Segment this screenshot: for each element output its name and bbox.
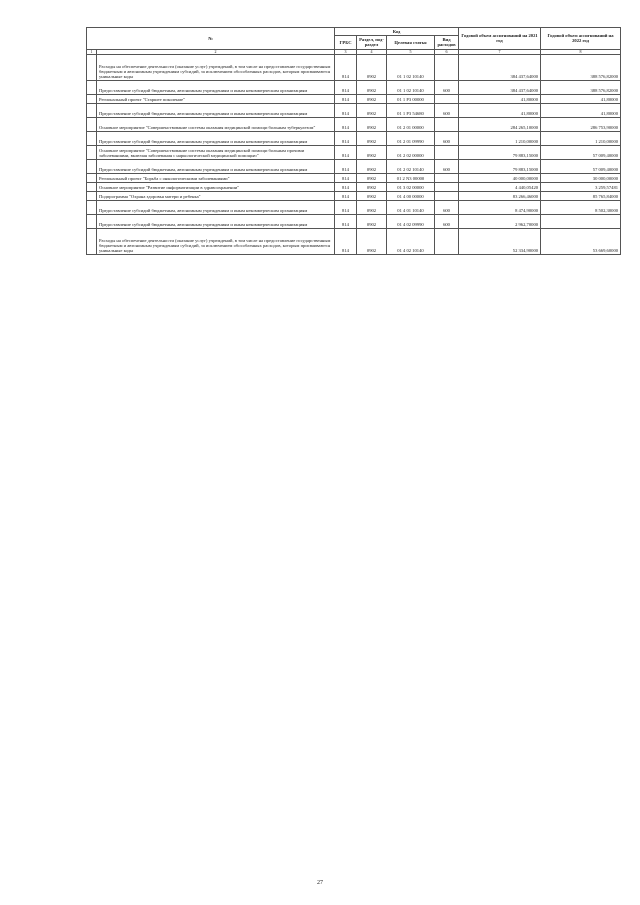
- row-target-cell: 01 1 P3 00000: [387, 95, 435, 104]
- row-name-cell: Основное мероприятие "Совершенствование системы оказания медицинской помощи больным туберкулезом": [97, 118, 335, 132]
- row-no-cell: [87, 81, 97, 95]
- row-exp-type-cell: 600: [435, 215, 459, 229]
- row-section-cell: 0902: [357, 229, 387, 255]
- row-target-cell: 01 4 00 00000: [387, 192, 435, 201]
- row-exp-type-cell: 600: [435, 132, 459, 146]
- row-grbs-cell: 814: [335, 81, 357, 95]
- row-no-cell: [87, 229, 97, 255]
- row-grbs-cell: 814: [335, 215, 357, 229]
- table-row: [87, 81, 621, 95]
- row-target-cell: 01 4 02 10140: [387, 229, 435, 255]
- row-grbs-cell: 814: [335, 174, 357, 183]
- row-amount-2021-cell: 40 000,00000: [459, 174, 541, 183]
- row-target-cell: 01 2 N3 00000: [387, 174, 435, 183]
- row-exp-type-cell: [435, 183, 459, 192]
- row-target-cell: 01 1 P3 54680: [387, 104, 435, 118]
- row-name-cell: Предоставление субсидий бюджетным, автономным учреждениям и иным некоммерческим организациям: [97, 160, 335, 174]
- index-cell: 1: [87, 49, 97, 55]
- row-amount-2022-cell: 388 576,82000: [541, 55, 621, 81]
- index-cell: 2: [97, 49, 335, 55]
- table-row: [87, 146, 621, 160]
- row-grbs-cell: 814: [335, 192, 357, 201]
- row-target-cell: 01 2 01 09990: [387, 132, 435, 146]
- header-year-2021: Годовой объем ассигнований на 2021 год: [459, 28, 541, 50]
- row-section-cell: 0902: [357, 95, 387, 104]
- row-amount-2021-cell: 52 334,90000: [459, 229, 541, 255]
- row-exp-type-cell: 600: [435, 104, 459, 118]
- header-section: Раздел, под-раздел: [357, 36, 387, 49]
- row-amount-2022-cell: 3 259,57481: [541, 183, 621, 192]
- index-cell: 7: [459, 49, 541, 55]
- row-target-cell: 01 1 02 10140: [387, 81, 435, 95]
- index-cell: 3: [335, 49, 357, 55]
- row-name-cell: Региональный проект "Борьба с онкологическими заболеваниями": [97, 174, 335, 183]
- row-amount-2022-cell: 85 765,84000: [541, 192, 621, 201]
- row-amount-2022-cell: 286 753,90000: [541, 118, 621, 132]
- index-cell: 6: [435, 49, 459, 55]
- row-grbs-cell: 814: [335, 183, 357, 192]
- row-grbs-cell: 814: [335, 55, 357, 81]
- row-section-cell: 0902: [357, 132, 387, 146]
- row-section-cell: 0902: [357, 55, 387, 81]
- row-target-cell: 01 3 02 00000: [387, 183, 435, 192]
- row-target-cell: 01 2 01 00000: [387, 118, 435, 132]
- table-row: [87, 192, 621, 201]
- row-name-cell: Расходы на обеспечение деятельности (оказание услуг) учреждений, в том числе на предоставление государственным бюджетным и автономным учреждениям субсидий, за исключением обособленных расходов, которым присваиваются уникальные коды: [97, 229, 335, 255]
- page-number: 27: [317, 880, 323, 886]
- row-amount-2022-cell: 53 669,60000: [541, 229, 621, 255]
- row-amount-2021-cell: 2 962,70000: [459, 215, 541, 229]
- row-section-cell: 0902: [357, 104, 387, 118]
- row-no-cell: [87, 174, 97, 183]
- row-no-cell: [87, 192, 97, 201]
- row-section-cell: 0902: [357, 174, 387, 183]
- row-exp-type-cell: [435, 174, 459, 183]
- row-no-cell: [87, 55, 97, 81]
- row-grbs-cell: 814: [335, 95, 357, 104]
- row-exp-type-cell: [435, 95, 459, 104]
- row-grbs-cell: 814: [335, 201, 357, 215]
- row-no-cell: [87, 118, 97, 132]
- row-grbs-cell: 814: [335, 132, 357, 146]
- row-amount-2021-cell: 8 474,90000: [459, 201, 541, 215]
- row-amount-2022-cell: 30 000,00000: [541, 174, 621, 183]
- row-section-cell: 0902: [357, 215, 387, 229]
- row-grbs-cell: 814: [335, 118, 357, 132]
- table-row: [87, 215, 621, 229]
- row-amount-2022-cell: 1 210,00000: [541, 132, 621, 146]
- row-no-cell: [87, 104, 97, 118]
- row-exp-type-cell: [435, 192, 459, 201]
- index-cell: 5: [387, 49, 435, 55]
- row-section-cell: 0902: [357, 81, 387, 95]
- row-name-cell: Предоставление субсидий бюджетным, автономным учреждениям и иным некоммерческим организациям: [97, 132, 335, 146]
- row-no-cell: [87, 215, 97, 229]
- row-name-cell: Расходы на обеспечение деятельности (оказание услуг) учреждений, в том числе на предоставление государственным бюджетным и автономным учреждениям субсидий, за исключением обособленных расходов, которым присваиваются уникальные коды: [97, 55, 335, 81]
- row-name-cell: Основное мероприятие "Развитие информатизации в здравоохранении": [97, 183, 335, 192]
- table-row: [87, 104, 621, 118]
- row-exp-type-cell: [435, 118, 459, 132]
- row-exp-type-cell: 600: [435, 201, 459, 215]
- row-exp-type-cell: [435, 55, 459, 81]
- index-cell: 8: [541, 49, 621, 55]
- row-name-cell: Предоставление субсидий бюджетным, автономным учреждениям и иным некоммерческим организациям: [97, 81, 335, 95]
- header-grbs: ГРБС: [335, 36, 357, 49]
- table-row: [87, 160, 621, 174]
- row-exp-type-cell: [435, 146, 459, 160]
- row-amount-2021-cell: 79 883,15000: [459, 146, 541, 160]
- row-amount-2022-cell: 41,80000: [541, 95, 621, 104]
- row-section-cell: 0902: [357, 201, 387, 215]
- row-target-cell: 01 2 02 10140: [387, 160, 435, 174]
- row-name-cell: Предоставление субсидий бюджетным, автономным учреждениям и иным некоммерческим организациям: [97, 104, 335, 118]
- budget-table: [86, 27, 621, 255]
- row-amount-2021-cell: 41,80000: [459, 95, 541, 104]
- row-section-cell: 0902: [357, 118, 387, 132]
- row-name-cell: Основное мероприятие "Совершенствование системы оказания медицинской помощи больным прочими заболеваниями, включая заболевания с наркологической медицинской помощью": [97, 146, 335, 160]
- header-year-2022: Годовой объем ассигнований на 2022 год: [541, 28, 621, 50]
- table-row: [87, 118, 621, 132]
- row-target-cell: 01 1 02 10140: [387, 55, 435, 81]
- row-no-cell: [87, 183, 97, 192]
- row-amount-2021-cell: 83 266,46000: [459, 192, 541, 201]
- row-name-cell: Предоставление субсидий бюджетным, автономным учреждениям и иным некоммерческим организациям: [97, 215, 335, 229]
- budget-sheet: [86, 27, 620, 255]
- row-exp-type-cell: 600: [435, 81, 459, 95]
- row-amount-2021-cell: 384 437,64000: [459, 81, 541, 95]
- row-section-cell: 0902: [357, 146, 387, 160]
- row-grbs-cell: 814: [335, 146, 357, 160]
- row-target-cell: 01 4 01 10140: [387, 201, 435, 215]
- header-row-1: [87, 28, 621, 36]
- row-amount-2022-cell: 8 502,30000: [541, 201, 621, 215]
- row-amount-2021-cell: 79 883,15000: [459, 160, 541, 174]
- row-grbs-cell: 814: [335, 104, 357, 118]
- row-amount-2022-cell: 57 009,40000: [541, 146, 621, 160]
- row-no-cell: [87, 201, 97, 215]
- row-no-cell: [87, 132, 97, 146]
- row-no-cell: [87, 160, 97, 174]
- row-section-cell: 0902: [357, 183, 387, 192]
- row-section-cell: 0902: [357, 192, 387, 201]
- row-grbs-cell: 814: [335, 229, 357, 255]
- header-target: Целевая статья: [387, 36, 435, 49]
- table-row: [87, 229, 621, 255]
- row-no-cell: [87, 95, 97, 104]
- row-name-cell: Региональный проект "Старшее поколение": [97, 95, 335, 104]
- row-amount-2021-cell: 384 437,64000: [459, 55, 541, 81]
- row-grbs-cell: 814: [335, 160, 357, 174]
- row-amount-2021-cell: 1 210,00000: [459, 132, 541, 146]
- header-no: №: [87, 28, 335, 50]
- row-amount-2022-cell: 57 009,40000: [541, 160, 621, 174]
- row-amount-2021-cell: 284 265,10000: [459, 118, 541, 132]
- row-name-cell: Подпрограмма "Охрана здоровья матери и ребенка": [97, 192, 335, 201]
- row-name-cell: Предоставление субсидий бюджетным, автономным учреждениям и иным некоммерческим организациям: [97, 201, 335, 215]
- row-no-cell: [87, 146, 97, 160]
- row-amount-2022-cell: [541, 215, 621, 229]
- row-target-cell: 01 2 02 00000: [387, 146, 435, 160]
- table-row: [87, 95, 621, 104]
- header-exp-type: Вид расходов: [435, 36, 459, 49]
- table-row: [87, 132, 621, 146]
- row-section-cell: 0902: [357, 160, 387, 174]
- row-amount-2021-cell: 41,80000: [459, 104, 541, 118]
- row-target-cell: 01 4 02 09990: [387, 215, 435, 229]
- table-row: [87, 201, 621, 215]
- row-exp-type-cell: 600: [435, 160, 459, 174]
- index-cell: 4: [357, 49, 387, 55]
- row-amount-2021-cell: 4 440,05420: [459, 183, 541, 192]
- row-amount-2022-cell: 388 576,82000: [541, 81, 621, 95]
- table-row: [87, 174, 621, 183]
- table-row: [87, 55, 621, 81]
- table-body: [87, 55, 621, 255]
- header-code: Код: [335, 28, 459, 36]
- row-exp-type-cell: [435, 229, 459, 255]
- table-row: [87, 183, 621, 192]
- row-amount-2022-cell: 41,80000: [541, 104, 621, 118]
